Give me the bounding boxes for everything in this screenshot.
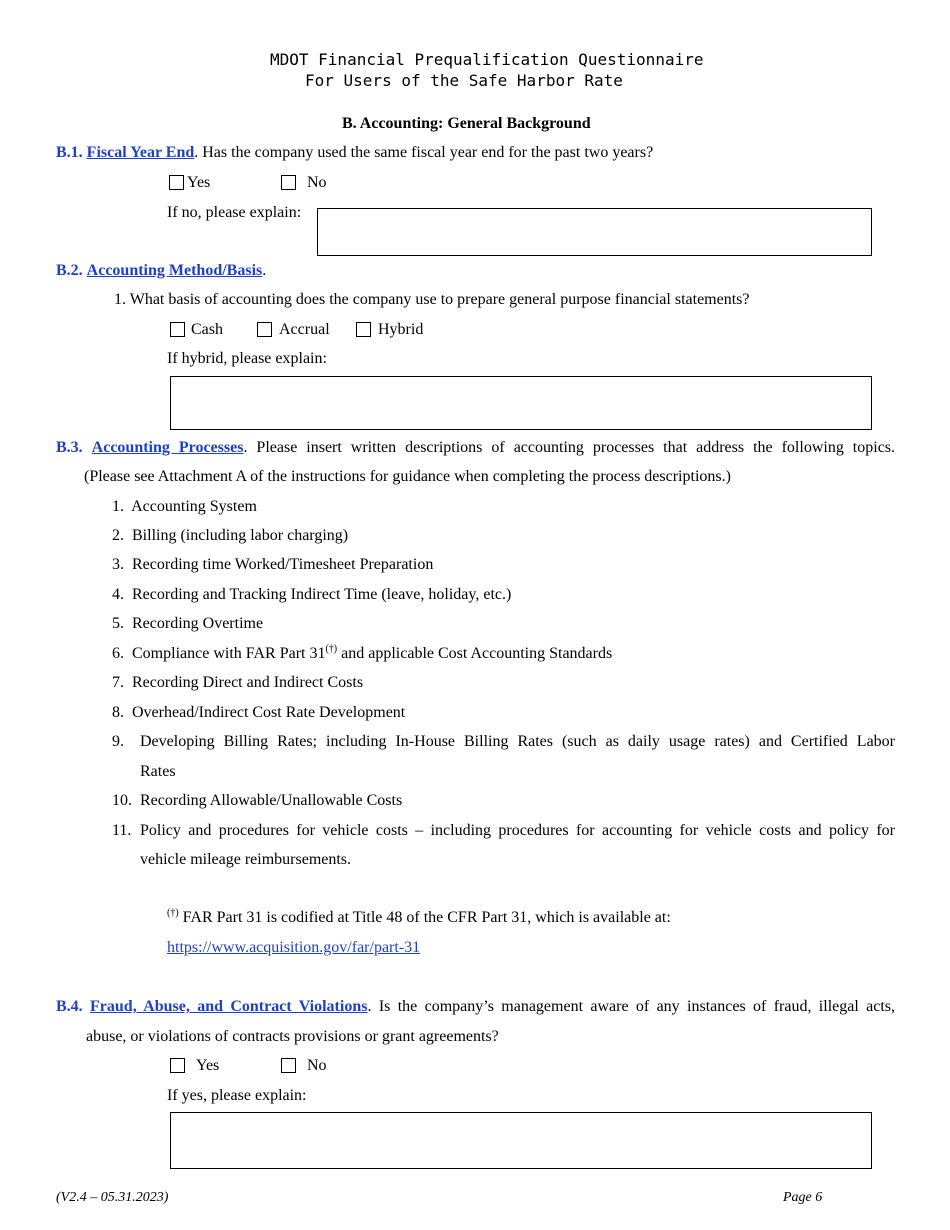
far-part-31-link[interactable]: https://www.acquisition.gov/far/part-31 xyxy=(167,939,421,956)
footer-version: (V2.4 – 05.31.2023) xyxy=(56,1190,169,1205)
b4-explain-field[interactable] xyxy=(170,1112,872,1169)
b2-hybrid-label: Hybrid xyxy=(378,321,424,338)
b4-question-line2: abuse, or violations of contracts provisions or grant agreements? xyxy=(86,1028,499,1045)
list-item-number: 11. xyxy=(112,822,132,839)
list-item: Policy and procedures for vehicle costs – including procedures for accounting for vehicle costs and policy for xyxy=(140,822,895,839)
b1-number: B.1. xyxy=(56,144,83,161)
b2-number: B.2. xyxy=(56,262,83,279)
doc-title-line1: MDOT Financial Prequalification Questionnaire xyxy=(270,50,704,69)
b3-accounting-processes-link[interactable]: Accounting Processes xyxy=(91,439,244,456)
b1-yes-label: Yes xyxy=(187,174,211,191)
footnote-mark: (†) xyxy=(167,907,179,919)
b2-question: 1. What basis of accounting does the company use to prepare general purpose financial statements? xyxy=(114,291,750,308)
b1-yes-checkbox[interactable] xyxy=(169,175,184,190)
b1-explain-field[interactable] xyxy=(317,208,872,256)
b2-explain-field[interactable] xyxy=(170,376,872,430)
footnote-text: FAR Part 31 is codified at Title 48 of the CFR Part 31, which is available at: xyxy=(178,909,671,926)
b3-intro-line1 xyxy=(56,440,895,456)
list-item: 2. Billing (including labor charging) xyxy=(112,527,349,544)
b1-no-checkbox[interactable] xyxy=(281,175,296,190)
b2-cash-checkbox[interactable] xyxy=(170,322,185,337)
b3-number: B.3. xyxy=(56,439,83,456)
b2-cash-label: Cash xyxy=(191,321,223,338)
b2-heading-row xyxy=(56,263,266,279)
b4-yes-checkbox[interactable] xyxy=(170,1058,185,1073)
b4-explain-label: If yes, please explain: xyxy=(167,1087,307,1104)
b4-question-line1 xyxy=(56,999,895,1015)
b1-explain-label: If no, please explain: xyxy=(167,204,302,221)
b2-accrual-checkbox[interactable] xyxy=(257,322,272,337)
b1-question-row xyxy=(56,145,653,161)
b4-no-checkbox[interactable] xyxy=(281,1058,296,1073)
list-item-continued: Rates xyxy=(140,763,176,780)
b4-number: B.4. xyxy=(56,998,83,1015)
b4-no-label: No xyxy=(307,1057,327,1074)
b2-explain-label: If hybrid, please explain: xyxy=(167,350,327,367)
b4-question: . Is the company’s management aware of any instances of fraud, illegal acts, xyxy=(367,998,896,1015)
b1-fiscal-year-end-link[interactable]: Fiscal Year End xyxy=(86,144,195,161)
b1-no-label: No xyxy=(307,174,327,191)
b2-accounting-method-link[interactable]: Accounting Method/Basis xyxy=(86,262,263,279)
doc-title-line2: For Users of the Safe Harbor Rate xyxy=(305,71,623,90)
list-item: 4. Recording and Tracking Indirect Time (leave, holiday, etc.) xyxy=(112,586,512,603)
list-item: 6. Compliance with FAR Part 31(†) and applicable Cost Accounting Standards xyxy=(112,643,613,662)
b4-fraud-abuse-link[interactable]: Fraud, Abuse, and Contract Violations xyxy=(90,998,368,1015)
list-item-number: 9. xyxy=(112,733,124,750)
footnote-marker: (†) xyxy=(325,643,338,655)
list-item-number: 10. xyxy=(112,792,132,809)
b2-hybrid-checkbox[interactable] xyxy=(356,322,371,337)
b3-intro-line2: (Please see Attachment A of the instructions for guidance when completing the process descriptions.) xyxy=(84,468,731,485)
b3-intro: . Please insert written descriptions of accounting processes that address the following topics. xyxy=(243,439,896,456)
b1-question: . Has the company used the same fiscal year end for the past two years? xyxy=(194,144,654,161)
list-item: 1. Accounting System xyxy=(112,498,257,515)
section-title: B. Accounting: General Background xyxy=(342,115,591,132)
list-item: Developing Billing Rates; including In-House Billing Rates (such as daily usage rates) and Certified Labor xyxy=(140,733,895,750)
list-item: 3. Recording time Worked/Timesheet Preparation xyxy=(112,556,434,573)
b4-yes-label: Yes xyxy=(196,1057,220,1074)
list-item: 8. Overhead/Indirect Cost Rate Development xyxy=(112,704,406,721)
list-item: Recording Allowable/Unallowable Costs xyxy=(140,792,403,809)
list-item: 5. Recording Overtime xyxy=(112,615,264,632)
list-item: 7. Recording Direct and Indirect Costs xyxy=(112,674,364,691)
b2-period: . xyxy=(262,262,267,279)
footer-page-number: Page 6 xyxy=(783,1190,823,1205)
footnote xyxy=(167,907,671,926)
list-item-continued: vehicle mileage reimbursements. xyxy=(140,851,352,868)
b2-accrual-label: Accrual xyxy=(279,321,330,338)
